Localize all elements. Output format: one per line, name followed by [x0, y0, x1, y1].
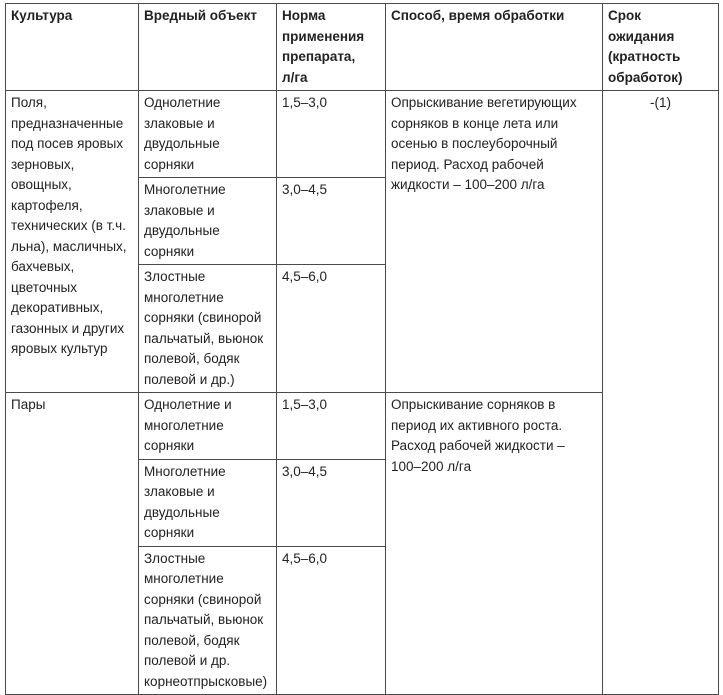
header-culture: Культура — [6, 4, 139, 91]
table-row — [6, 91, 719, 178]
header-waiting: Срок ожидания (кратность обработок) — [603, 4, 719, 91]
waiting-cell: -(1) — [603, 91, 719, 695]
table-header-row — [6, 4, 719, 91]
pest-cell: Злостные многолетние сорняки (свинорой пальчатый, вьюнок полевой, бодяк полевой и др.) — [139, 265, 277, 393]
rate-cell: 3,0–4,5 — [277, 178, 386, 265]
culture-cell-fallow: Пары — [6, 393, 139, 695]
header-method: Способ, время обработки — [386, 4, 603, 91]
pest-cell: Многолетние злаковые и двудольные сорняки — [139, 459, 277, 546]
pest-cell: Многолетние злаковые и двудольные сорняки — [139, 178, 277, 265]
pest-cell: Однолетние злаковые и двудольные сорняки — [139, 91, 277, 178]
culture-cell-fields: Поля, предназначенные под посев яровых зерновых, овощных, картофеля, технических (в т.ч. льна), масличных, бахчевых, цветочных декоративных, газонных и других яровых культур — [6, 91, 139, 393]
rate-cell: 1,5–3,0 — [277, 393, 386, 460]
rate-cell: 3,0–4,5 — [277, 459, 386, 546]
pest-cell: Однолетние и многолетние сорняки — [139, 393, 277, 460]
method-cell-fields: Опрыскивание вегетирующих сорняков в конце лета или осенью в послеуборочный период. Расход рабочей жидкости – 100–200 л/га — [386, 91, 603, 393]
rate-cell: 4,5–6,0 — [277, 265, 386, 393]
header-rate: Норма применения препарата, л/га — [277, 4, 386, 91]
header-pest: Вредный объект — [139, 4, 277, 91]
herbicide-table — [5, 3, 719, 695]
method-cell-fallow: Опрыскивание сорняков в период их активного роста. Расход рабочей жидкости – 100–200 л/га — [386, 393, 603, 695]
pest-cell: Злостные многолетние сорняки (свинорой пальчатый, вьюнок полевой, бодяк полевой и др. корнеотпрысковые) — [139, 546, 277, 695]
rate-cell: 4,5–6,0 — [277, 546, 386, 695]
rate-cell: 1,5–3,0 — [277, 91, 386, 178]
